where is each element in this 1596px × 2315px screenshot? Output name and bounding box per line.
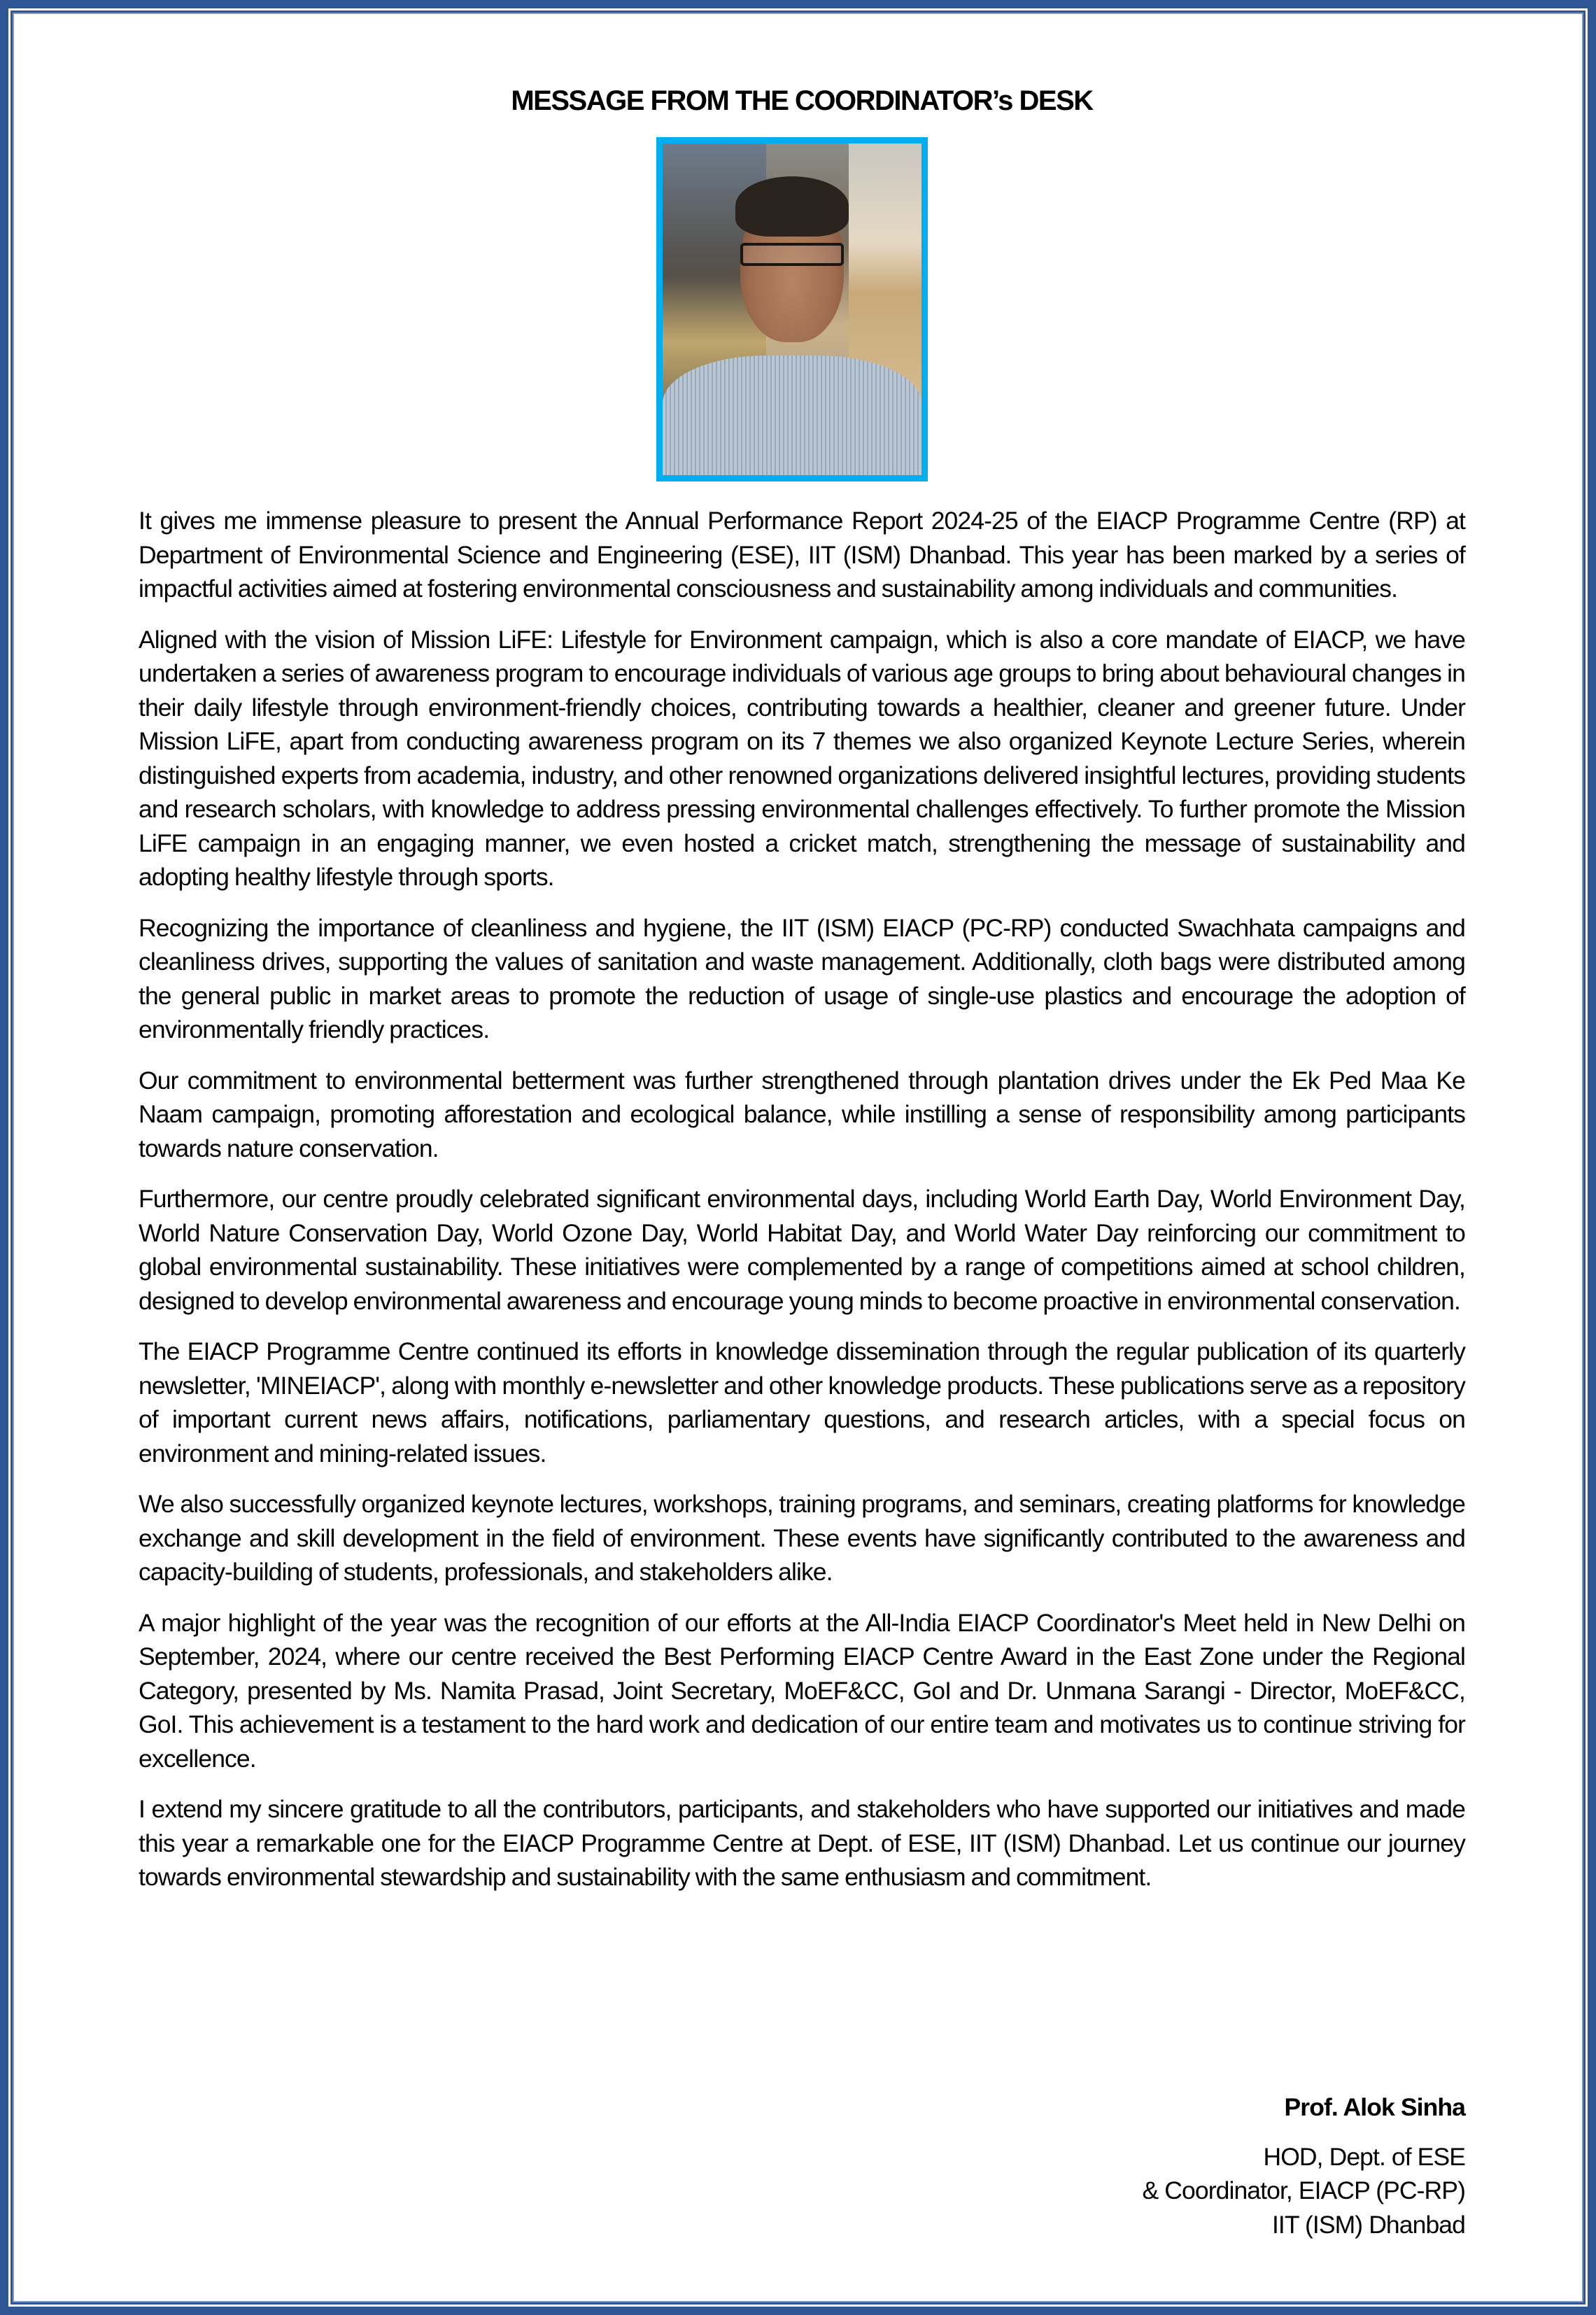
signatory-institution: IIT (ISM) Dhanbad <box>1271 2210 1465 2239</box>
photo-glasses <box>740 243 844 266</box>
coordinator-photo-frame <box>656 137 928 481</box>
paragraph-mission-life: Aligned with the vision of Mission LiFE: Lifestyle for Environment campaign, which is also a core mandate of EIACP, we have undertaken a series of awareness program to encourage individuals of various age groups to bring about behavioural changes in their daily lifestyle through environment-friendly choices, contributing towards a healthier, cleaner and greener future. Under Mission LiFE, apart from conducting awareness program on its 7 themes we also organized Keynote Lecture Series, wherein distinguished experts from academia, industry, and other renowned organizations delivered insightful lectures, providing students and research scholars, with knowledge to address pressing environmental challenges effectively. To further promote the Mission LiFE campaign in an engaging manner, we even hosted a cricket match, strengthening the message of sustainability and adopting healthy lifestyle through sports. <box>139 625 1465 891</box>
message-body <box>139 504 1465 1911</box>
paragraph-award: A major highlight of the year was the recognition of our efforts at the All-India EIACP Coordinator's Meet held in New Delhi on September, 2024, where our centre received the Best Performing EIACP Centre Award in the East Zone under the Regional Category, presented by Ms. Namita Prasad, Joint Secretary, MoEF&CC, GoI and Dr. Unmana Sarangi - Director, MoEF&CC, GoI. This achievement is a testament to the hard work and dedication of our entire team and motivates us to continue striving for excellence. <box>139 1608 1465 1773</box>
paragraph-environmental-days: Furthermore, our centre proudly celebrated significant environmental days, including World Earth Day, World Environment Day, World Nature Conservation Day, World Ozone Day, World Habitat Day, and World Water Day reinforcing our commitment to global environmental sustainability. These initiatives were complemented by a range of competitions aimed at school children, designed to develop environmental awareness and encourage young minds to become proactive in environmental conservation. <box>139 1185 1465 1315</box>
signatory-title-line: HOD, Dept. of ESE <box>1263 2142 1465 2171</box>
paragraph-publications: The EIACP Programme Centre continued its efforts in knowledge dissemination through the regular publication of its quarterly newsletter, 'MINEIACP', along with monthly e-newsletter and other knowledge products. These publications serve as a repository of important current news affairs, notifications, parliamentary questions, and research articles, with a special focus on environment and mining-related issues. <box>139 1337 1465 1468</box>
paragraph-events: We also successfully organized keynote lectures, workshops, training programs, and seminars, creating platforms for knowledge exchange and skill development in the field of environment. These events have significantly contributed to the awareness and capacity-building of students, professionals, and stakeholders alike. <box>139 1490 1465 1586</box>
signature-block <box>1143 2090 1465 2242</box>
page-frame <box>8 8 1588 2307</box>
signatory-name: Prof. Alok Sinha <box>1284 2093 1465 2121</box>
signatory-title-line: & Coordinator, EIACP (PC-RP) <box>1142 2176 1465 2204</box>
page-title: MESSAGE FROM THE COORDINATOR’s DESK <box>511 85 1093 116</box>
coordinator-photo <box>663 143 921 475</box>
paragraph-swachhata: Recognizing the importance of cleanliness and hygiene, the IIT (ISM) EIACP (PC-RP) conducted Swachhata campaigns and cleanliness drives, supporting the values of sanitation and waste management. Additionally, cloth bags were distributed among the general public in market areas to promote the reduction of usage of single-use plastics and encourage the adoption of environmentally friendly practices. <box>139 913 1465 1043</box>
paragraph-gratitude: I extend my sincere gratitude to all the contributors, participants, and stakeholders who have supported our initiatives and made this year a remarkable one for the EIACP Programme Centre at Dept. of ESE, IIT (ISM) Dhanbad. Let us continue our journey towards environmental stewardship and sustainability with the same enthusiasm and commitment. <box>139 1795 1465 1891</box>
photo-hair <box>735 176 849 236</box>
photo-shirt <box>663 356 921 475</box>
paragraph-intro: It gives me immense pleasure to present the Annual Performance Report 2024-25 of the EIACP Programme Centre (RP) at Department of Environmental Science and Engineering (ESE), IIT (ISM) Dhanbad. This year has been marked by a series of impactful activities aimed at fostering environmental consciousness and sustainability among individuals and communities. <box>139 507 1465 603</box>
paragraph-plantation: Our commitment to environmental betterment was further strengthened through plantation drives under the Ek Ped Maa Ke Naam campaign, promoting afforestation and ecological balance, while instilling a sense of responsibility among participants towards nature conservation. <box>139 1066 1465 1162</box>
